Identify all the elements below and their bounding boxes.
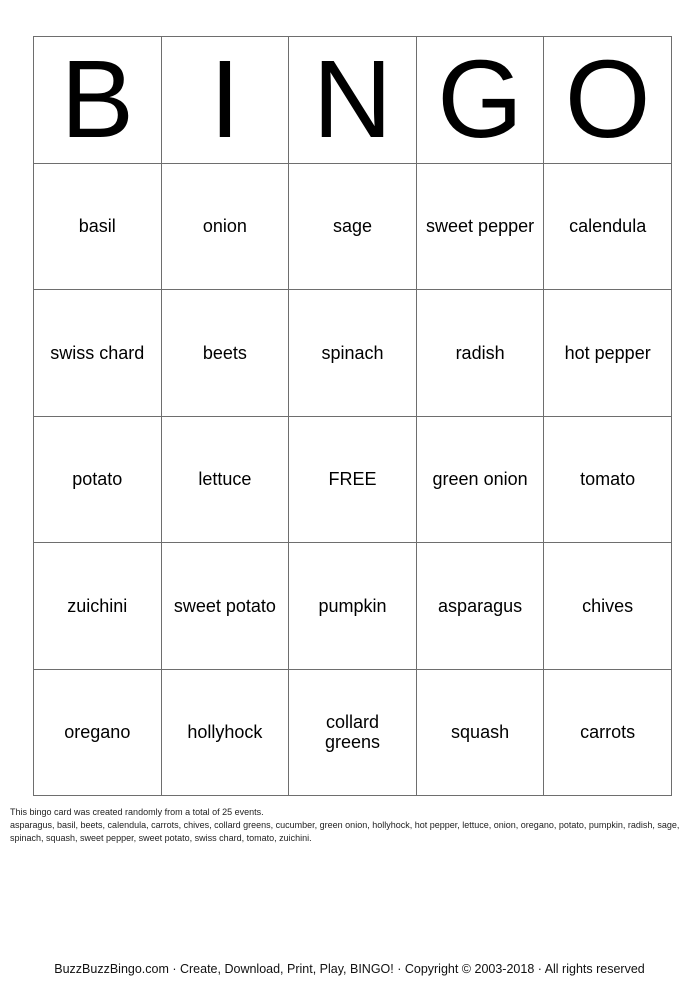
cell-text: chives xyxy=(582,595,634,616)
cell-text: zuichini xyxy=(67,595,128,616)
cell-text: potato xyxy=(72,469,123,490)
card-row xyxy=(34,669,672,796)
footer-credit: BuzzBuzzBingo.com · Create, Download, Print, Play, BINGO! · Copyright © 2003-2018 · All rights reserved xyxy=(54,962,645,976)
bingo-cell xyxy=(289,163,417,290)
bingo-cell xyxy=(161,543,289,670)
card-info xyxy=(10,806,695,845)
cell-text: calendula xyxy=(569,216,647,237)
bingo-cell xyxy=(161,290,289,417)
bingo-cell xyxy=(416,163,544,290)
cell-text: oregano xyxy=(64,722,131,743)
card-row xyxy=(34,416,672,543)
info-word-list: asparagus, basil, beets, calendula, carrots, chives, collard greens, cucumber, green onion, hollyhock, hot pepper, lettuce, onion, oregano, potato, pumpkin, radish, sage, spinach, squash, sweet pepper, sweet potato, swiss chard, tomato, zuichini. xyxy=(10,820,680,843)
cell-text: sweet potato xyxy=(173,595,276,616)
header-letter-i: I xyxy=(161,37,289,164)
cell-text: radish xyxy=(455,342,505,363)
bingo-cell xyxy=(34,416,162,543)
cell-text: swiss chard xyxy=(50,342,145,363)
bingo-cell xyxy=(34,543,162,670)
bingo-cell xyxy=(544,543,672,670)
cell-text: tomato xyxy=(580,469,636,490)
bingo-cell xyxy=(544,416,672,543)
cell-text: pumpkin xyxy=(318,595,387,616)
free-space-cell xyxy=(289,416,417,543)
cell-text: spinach xyxy=(321,342,384,363)
bingo-card xyxy=(33,36,672,796)
card-row xyxy=(34,543,672,670)
cell-text: sweet pepper xyxy=(426,216,535,237)
header-letter-b: B xyxy=(34,37,162,164)
cell-text: beets xyxy=(202,342,247,363)
cell-text: carrots xyxy=(580,722,636,743)
bingo-cell xyxy=(544,669,672,796)
bingo-cell xyxy=(289,543,417,670)
cell-text: hot pepper xyxy=(564,342,651,363)
bingo-cell xyxy=(544,290,672,417)
bingo-cell xyxy=(289,290,417,417)
cell-text: sage xyxy=(332,216,372,237)
cell-text: lettuce xyxy=(198,469,252,490)
bingo-cell xyxy=(34,163,162,290)
bingo-cell xyxy=(416,543,544,670)
bingo-cell xyxy=(416,290,544,417)
cell-text: onion xyxy=(202,216,247,237)
header-letter-g: G xyxy=(416,37,544,164)
bingo-cell xyxy=(416,669,544,796)
bingo-cell xyxy=(161,163,289,290)
bingo-cell xyxy=(289,669,417,796)
cell-text: basil xyxy=(78,216,116,237)
card-row xyxy=(34,163,672,290)
cell-text: hollyhock xyxy=(187,722,263,743)
bingo-cell xyxy=(161,416,289,543)
bingo-cell xyxy=(161,669,289,796)
bingo-cell xyxy=(544,163,672,290)
header-row xyxy=(34,37,672,164)
info-summary: This bingo card was created randomly from a total of 25 events. xyxy=(10,807,264,817)
header-letter-o: O xyxy=(544,37,672,164)
card-row xyxy=(34,290,672,417)
cell-text: asparagus xyxy=(438,595,523,616)
bingo-cell xyxy=(416,416,544,543)
bingo-cell xyxy=(34,290,162,417)
cell-text: green onion xyxy=(432,469,528,490)
header-letter-n: N xyxy=(289,37,417,164)
cell-text: collard greens xyxy=(324,712,380,753)
bingo-cell xyxy=(34,669,162,796)
cell-text: squash xyxy=(451,722,510,743)
free-space-text: FREE xyxy=(328,469,377,490)
